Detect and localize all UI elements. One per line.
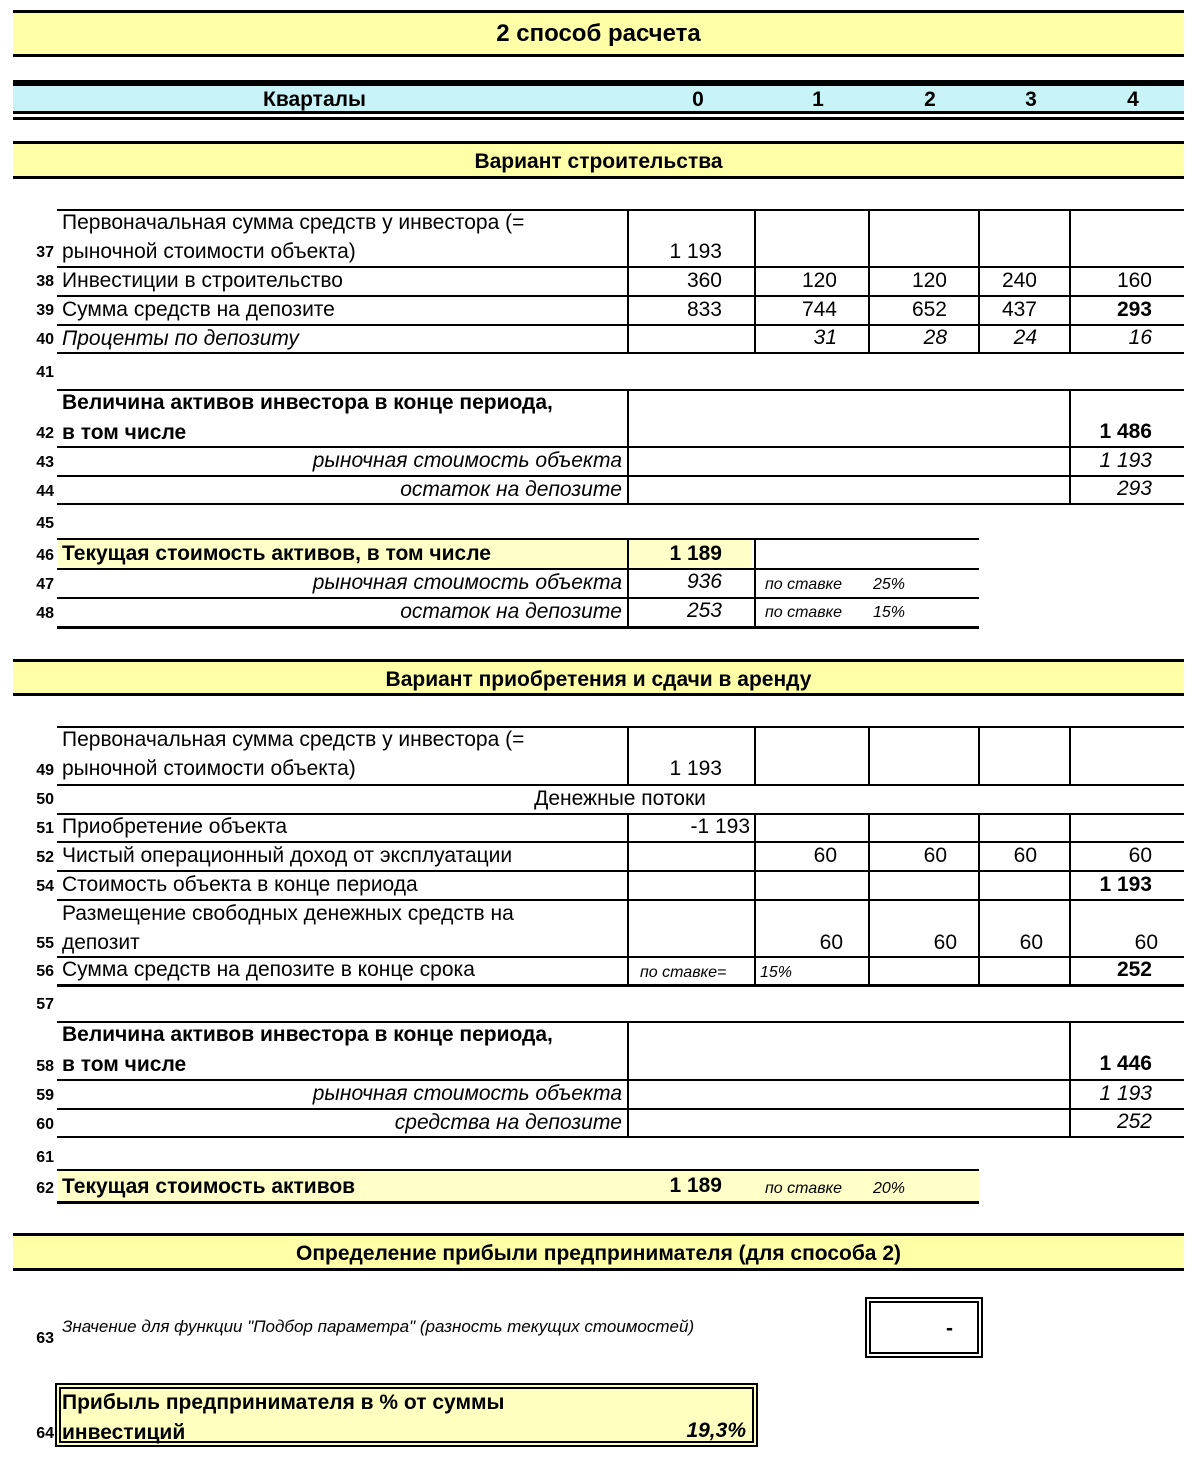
row-37-label-line1: Первоначальная сумма средств у инвестора (= <box>62 211 525 234</box>
row-62-rate: 20% <box>873 1180 906 1197</box>
row-49-value-q0: 1 193 <box>669 757 722 780</box>
grid-line <box>57 1169 979 1171</box>
section-rental-header <box>13 659 1184 696</box>
grid-line <box>627 538 629 628</box>
row-40-label: Проценты по депозиту <box>62 327 299 350</box>
row-38-value-q0: 360 <box>686 269 722 292</box>
row-number: 58 <box>36 1058 54 1075</box>
grid-line <box>1069 1021 1071 1138</box>
row-40-value-q4: 16 <box>1128 326 1152 349</box>
row-55-label-line1: Размещение свободных денежных средств на <box>62 902 514 925</box>
divider <box>13 117 1184 120</box>
row-number: 60 <box>36 1116 54 1133</box>
row-number: 45 <box>36 515 54 532</box>
row-64-label-line2: инвестиций <box>62 1421 186 1444</box>
row-44-label: остаток на депозите <box>400 478 622 501</box>
row-number: 50 <box>36 791 54 808</box>
row-59-label: рыночная стоимость объекта <box>312 1082 622 1105</box>
row-39-value-q0: 833 <box>686 298 722 321</box>
row-number: 40 <box>36 331 54 348</box>
row-number: 64 <box>36 1425 54 1442</box>
grid-line <box>978 726 980 785</box>
row-number: 47 <box>36 576 54 593</box>
row-46-value-q0: 1 189 <box>669 542 722 565</box>
grid-line <box>57 446 1184 448</box>
row-62-rate-label: по ставке <box>765 1180 842 1197</box>
grid-line <box>57 784 1184 786</box>
row-number: 63 <box>36 1330 54 1347</box>
quarter-1: 1 <box>812 88 824 111</box>
row-number: 49 <box>36 762 54 779</box>
row-number: 52 <box>36 849 54 866</box>
grid-line <box>57 1108 1184 1110</box>
row-number: 46 <box>36 547 54 564</box>
row-62-value-q0: 1 189 <box>669 1174 722 1197</box>
grid-line <box>754 209 756 354</box>
quarter-0: 0 <box>692 88 704 111</box>
row-number: 61 <box>36 1149 54 1166</box>
row-39-value-q3: 437 <box>1001 298 1037 321</box>
row-52-label: Чистый операционный доход от эксплуатации <box>62 844 513 867</box>
row-47-rate-label: по ставке <box>765 576 842 593</box>
row-49-label-line1: Первоначальная сумма средств у инвестора (= <box>62 728 525 751</box>
row-38-value-q3: 240 <box>1001 269 1037 292</box>
row-number: 48 <box>36 605 54 622</box>
row-54-value-q4: 1 193 <box>1099 873 1152 896</box>
grid-line <box>57 538 979 540</box>
profit-percent-value: 19,3% <box>686 1419 746 1442</box>
row-number: 51 <box>36 820 54 837</box>
row-44-value-q4: 293 <box>1116 477 1152 500</box>
row-52-value-q4: 60 <box>1128 844 1152 867</box>
goal-seek-value-box[interactable] <box>865 1297 983 1358</box>
quarters-header <box>13 83 1184 114</box>
row-39-value-q1: 744 <box>801 298 837 321</box>
row-56-rate: 15% <box>760 964 793 981</box>
row-55-value-q1: 60 <box>819 931 843 954</box>
row-48-rate-label: по ставке <box>765 604 842 621</box>
row-51-label: Приобретение объекта <box>62 815 288 838</box>
row-46-label: Текущая стоимость активов, в том числе <box>62 542 491 565</box>
grid-line <box>754 813 756 986</box>
quarter-4: 4 <box>1127 88 1139 111</box>
row-51-value-q0: -1 193 <box>690 815 750 838</box>
section-profit-header <box>13 1233 1184 1271</box>
row-number: 38 <box>36 273 54 290</box>
row-number: 44 <box>36 483 54 500</box>
grid-line <box>868 726 870 785</box>
grid-line <box>1069 389 1071 505</box>
row-55-value-q3: 60 <box>1019 931 1043 954</box>
grid-line <box>57 870 1184 872</box>
row-52-value-q3: 60 <box>1013 844 1037 867</box>
section-construction-title: Вариант строительства <box>474 150 723 173</box>
grid-line <box>978 813 980 986</box>
row-40-value-q2: 28 <box>923 326 947 349</box>
row-number: 57 <box>36 996 54 1013</box>
row-58-label-line2: в том числе <box>62 1053 187 1076</box>
section-rental-title: Вариант приобретения и сдачи в аренду <box>385 668 812 691</box>
row-number: 54 <box>36 878 54 895</box>
grid-line <box>57 475 1184 477</box>
grid-line <box>978 209 980 354</box>
row-56-label: Сумма средств на депозите в конце срока <box>62 958 475 981</box>
grid-line <box>627 389 629 505</box>
row-37-label-line2: рыночной стоимости объекта) <box>62 240 356 263</box>
row-62-label: Текущая стоимость активов <box>62 1175 356 1198</box>
row-number: 43 <box>36 454 54 471</box>
quarters-label: Кварталы <box>263 88 366 111</box>
grid-line <box>868 209 870 354</box>
row-42-label-line1: Величина активов инвестора в конце периода, <box>62 391 553 414</box>
goal-seek-value: - <box>946 1317 953 1340</box>
grid-line <box>57 984 1184 987</box>
row-47-label: рыночная стоимость объекта <box>312 571 622 594</box>
grid-line <box>57 626 979 629</box>
grid-line <box>1069 209 1071 354</box>
row-48-value-q0: 253 <box>686 599 722 622</box>
grid-line <box>57 597 979 599</box>
row-39-value-q2: 652 <box>911 298 947 321</box>
row-60-label: средства на депозите <box>394 1111 622 1134</box>
page-title: 2 способ расчета <box>496 20 701 47</box>
row-60-value-q4: 252 <box>1116 1110 1152 1133</box>
row-42-value-q4: 1 486 <box>1099 420 1152 443</box>
row-43-value-q4: 1 193 <box>1099 449 1152 472</box>
cash-flows-header: Денежные потоки <box>534 787 706 810</box>
row-49-label-line2: рыночной стоимости объекта) <box>62 757 356 780</box>
quarter-2: 2 <box>924 88 936 111</box>
grid-line <box>57 1201 979 1204</box>
grid-line <box>57 841 1184 843</box>
row-55-label-line2: депозит <box>62 931 140 954</box>
grid-line <box>1069 726 1071 785</box>
row-52-value-q2: 60 <box>923 844 947 867</box>
row-number: 41 <box>36 364 54 381</box>
row-58-value-q4: 1 446 <box>1099 1052 1152 1075</box>
grid-line <box>627 813 629 986</box>
row-39-label: Сумма средств на депозите <box>62 298 335 321</box>
row-40-value-q3: 24 <box>1013 326 1037 349</box>
row-43-label: рыночная стоимость объекта <box>312 449 622 472</box>
row-47-value-q0: 936 <box>686 570 722 593</box>
grid-line <box>57 568 979 570</box>
row-42-label-line2: в том числе <box>62 421 187 444</box>
row-59-value-q4: 1 193 <box>1099 1082 1152 1105</box>
row-number: 55 <box>36 935 54 952</box>
row-number: 39 <box>36 302 54 319</box>
grid-line <box>57 266 1184 268</box>
row-38-value-q1: 120 <box>801 269 837 292</box>
row-48-label: остаток на депозите <box>400 600 622 623</box>
grid-line <box>1069 813 1071 986</box>
row-number: 42 <box>36 425 54 442</box>
page-title-band <box>13 10 1184 57</box>
row-number: 37 <box>36 244 54 261</box>
row-number: 56 <box>36 963 54 980</box>
row-58-label-line1: Величина активов инвестора в конце периода, <box>62 1023 553 1046</box>
row-56-value-q4: 252 <box>1116 958 1152 981</box>
row-38-value-q4: 160 <box>1116 269 1152 292</box>
grid-line <box>754 726 756 785</box>
section-construction-header <box>13 141 1184 179</box>
section-profit-title: Определение прибыли предпринимателя (для способа 2) <box>296 1242 901 1265</box>
grid-line <box>627 726 629 785</box>
row-48-rate: 15% <box>873 604 906 621</box>
grid-line <box>57 1079 1184 1081</box>
quarter-3: 3 <box>1025 88 1037 111</box>
row-52-value-q1: 60 <box>813 844 837 867</box>
row-38-label: Инвестиции в строительство <box>62 269 343 292</box>
grid-line <box>57 503 1184 505</box>
row-number: 62 <box>36 1180 54 1197</box>
row-40-value-q1: 31 <box>813 326 837 349</box>
grid-line <box>57 352 1184 354</box>
grid-line <box>627 209 629 354</box>
row-64-label-line1: Прибыль предпринимателя в % от суммы <box>62 1391 505 1414</box>
row-54-label: Стоимость объекта в конце периода <box>62 873 418 896</box>
grid-line <box>868 813 870 986</box>
row-38-value-q2: 120 <box>911 269 947 292</box>
grid-line <box>57 899 1184 901</box>
row-number: 59 <box>36 1087 54 1104</box>
grid-line <box>57 1136 1184 1138</box>
row-39-value-q4: 293 <box>1116 298 1152 321</box>
grid-line <box>57 295 1184 297</box>
row-56-rate-label: по ставке= <box>640 964 727 981</box>
grid-line <box>754 538 756 628</box>
row-63-label: Значение для функции "Подбор параметра" (разность текущих стоимостей) <box>62 1317 695 1336</box>
grid-line <box>627 1021 629 1138</box>
row-37-value-q0: 1 193 <box>669 240 722 263</box>
row-55-value-q4: 60 <box>1134 931 1158 954</box>
row-47-rate: 25% <box>873 576 906 593</box>
row-55-value-q2: 60 <box>933 931 957 954</box>
